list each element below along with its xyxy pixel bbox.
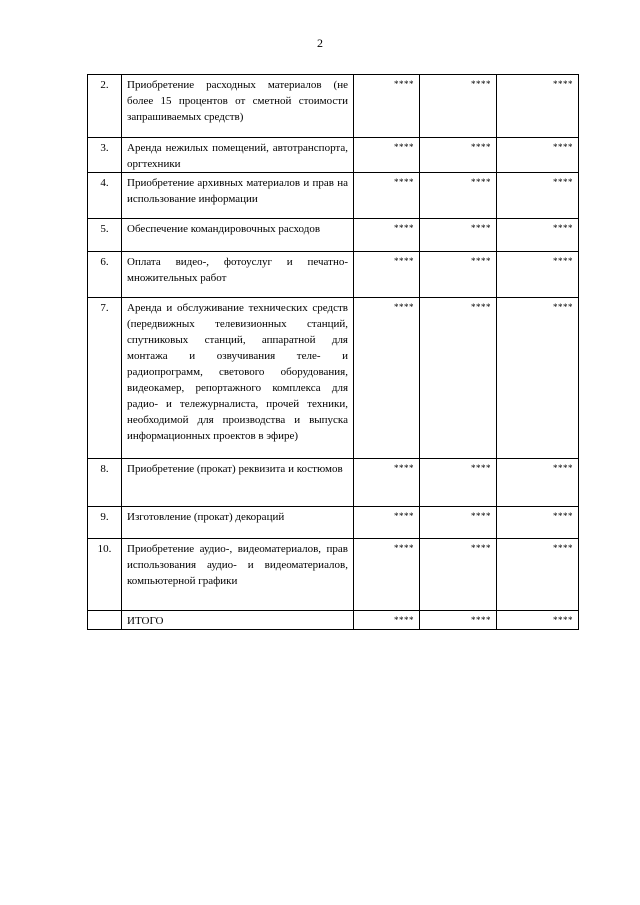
table-row (88, 507, 579, 539)
row-value-3: **** (497, 252, 579, 298)
table-row (88, 459, 579, 507)
row-description: Приобретение архивных материалов и прав на использование информации (122, 173, 354, 219)
row-number: 8. (88, 459, 122, 507)
page-number: 2 (317, 36, 323, 50)
row-value-2: **** (420, 75, 497, 138)
row-value-2: **** (420, 611, 497, 630)
row-total-label: ИТОГО (122, 611, 354, 630)
row-description: Аренда нежилых помещений, автотранспорта, оргтехники (122, 138, 354, 173)
row-value-3: **** (497, 75, 579, 138)
row-description: Приобретение (прокат) реквизита и костюмов (122, 459, 354, 507)
row-value-3: **** (497, 539, 579, 611)
table-row (88, 173, 579, 219)
row-number: 4. (88, 173, 122, 219)
row-description: Оплата видео-, фотоуслуг и печатномножительных работ (122, 252, 354, 298)
table-row (88, 138, 579, 173)
row-value-1: **** (354, 219, 420, 252)
budget-table (87, 74, 579, 630)
row-number: 6. (88, 252, 122, 298)
table-row (88, 252, 579, 298)
row-value-1: **** (354, 611, 420, 630)
row-value-2: **** (420, 138, 497, 173)
row-value-2: **** (420, 507, 497, 539)
row-value-1: **** (354, 507, 420, 539)
row-value-1: **** (354, 138, 420, 173)
row-number: 10. (88, 539, 122, 611)
row-value-2: **** (420, 298, 497, 459)
row-value-1: **** (354, 173, 420, 219)
row-value-3: **** (497, 507, 579, 539)
row-value-2: **** (420, 252, 497, 298)
row-value-2: **** (420, 539, 497, 611)
row-value-3: **** (497, 611, 579, 630)
row-number: 3. (88, 138, 122, 173)
row-number: 2. (88, 75, 122, 138)
row-description: Приобретение аудио-, видеоматериалов, прав использования аудио- и видеоматериалов, компьютерной графики (122, 539, 354, 611)
row-description: Приобретение расходных материалов (не более 15 процентов от сметной стоимости запрашиваемых средств) (122, 75, 354, 138)
row-number (88, 611, 122, 630)
table-row (88, 219, 579, 252)
table-row (88, 75, 579, 138)
table-row (88, 298, 579, 459)
row-number: 5. (88, 219, 122, 252)
row-value-1: **** (354, 459, 420, 507)
row-number: 7. (88, 298, 122, 459)
row-value-2: **** (420, 219, 497, 252)
row-description: Обеспечение командировочных расходов (122, 219, 354, 252)
row-value-2: **** (420, 459, 497, 507)
table-row (88, 539, 579, 611)
row-value-3: **** (497, 173, 579, 219)
row-value-1: **** (354, 75, 420, 138)
row-value-3: **** (497, 219, 579, 252)
row-description: Аренда и обслуживание технических средств (передвижных телевизионных станций, спутниковых станций, аппаратной для монтажа и озвучивания теле- и радиопрограмм, светового оборудования, видеокамер, репортажного комплекса для радио- и тележурналиста, прочей техники, необходимой для производства и выпуска информационных проектов в эфире) (122, 298, 354, 459)
row-value-3: **** (497, 459, 579, 507)
row-value-3: **** (497, 138, 579, 173)
row-value-1: **** (354, 252, 420, 298)
row-description: Изготовление (прокат) декораций (122, 507, 354, 539)
row-value-1: **** (354, 298, 420, 459)
row-number: 9. (88, 507, 122, 539)
table-row (88, 611, 579, 630)
row-value-3: **** (497, 298, 579, 459)
row-value-1: **** (354, 539, 420, 611)
row-value-2: **** (420, 173, 497, 219)
